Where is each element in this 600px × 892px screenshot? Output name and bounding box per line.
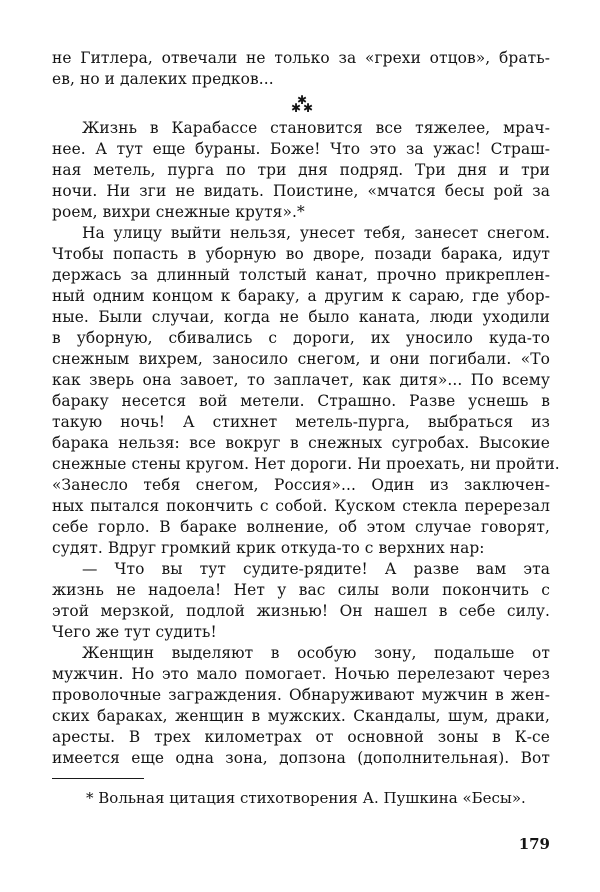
text-line: снежным вихрем, заносило снегом, и они погибали. «То [52,350,550,368]
text-line: ный одним концом к бараку, а другим к сараю, где убор- [52,287,550,305]
text-line: судят. Вдруг громкий крик откуда-то с верхних нар: [52,539,485,557]
text-line: барака нельзя: все вокруг в снежных сугробах. Высокие [52,434,550,452]
text-line: аресты. В трех километрах от основной зоны в К-се [52,728,550,746]
text-line: бараку несется вой метели. Страшно. Разве уснешь в [52,392,550,410]
asterism-star-icon: ✱ [303,101,314,115]
asterism-star-icon: ✱ [291,101,302,115]
text-line: роем, вихри снежные крутя».* [52,203,305,221]
text-line: ев, но и далеких предков... [52,70,274,88]
text-line: Жизнь в Карабассе становится все тяжелее, мрач- [82,119,550,137]
text-line: мужчин. Но это мало помогает. Ночью перелезают через [52,665,550,683]
text-line: снежные стены кругом. Нет дороги. Ни проехать, ни пройти. [52,455,560,473]
text-line: жизнь не надоела! Нет у вас силы воли покончить с [52,581,550,599]
text-line: ных пытался покончить с собой. Куском стекла перерезал [52,497,550,515]
text-line: ная метель, пурга по три дня подряд. Три дня и три [52,161,550,179]
text-line: этой мерзкой, подлой жизнью! Он нашел в себе силу. [52,602,550,620]
page-number: 179 [518,835,550,853]
text-line: такую ночь! А стихнет метель-пурга, выбраться из [52,413,550,431]
text-line: — Что вы тут судите-рядите! А разве вам эта [82,560,550,578]
text-line: ные. Были случаи, когда не было каната, люди уходили [52,308,550,326]
book-page [52,48,560,853]
text-line: ских бараках, женщин в мужских. Скандалы, шум, драки, [52,707,550,725]
text-line: Женщин выделяют в особую зону, подальше от [82,644,550,662]
text-line: ночи. Ни зги не видать. Поистине, «мчатся бесы рой за [52,182,550,200]
text-line: как зверь она завоет, то заплачет, как дитя»... По всему [52,371,550,389]
text-line: имеется еще одна зона, допзона (дополнительная). Вот [52,749,550,767]
text-line: «Занесло тебя снегом, Россия»... Один из заключен- [52,476,550,494]
section-break-asterism [288,94,318,116]
text-line: нее. А тут еще бураны. Боже! Что это за ужас! Страш- [52,140,550,158]
text-line: проволочные заграждения. Обнаруживают мужчин в жен- [52,686,550,704]
text-line: в уборную, сбивались с дороги, их уносило куда-то [52,329,550,347]
text-line: Чего же тут судить! [52,623,217,641]
footnote-divider [52,778,144,779]
asterism-star-icon: ✱ [297,93,308,107]
text-line: Чтобы попасть в уборную во дворе, позади барака, идут [52,245,550,263]
text-line: себе горло. В бараке волнение, об этом случае говорят, [52,518,550,536]
text-line: На улицу выйти нельзя, унесет тебя, занесет снегом. [82,224,550,242]
text-line: держась за длинный толстый канат, прочно прикреплен- [52,266,550,284]
footnote: * Вольная цитация стихотворения А. Пушкина «Бесы». [86,789,526,807]
text-line: не Гитлера, отвечали не только за «грехи отцов», брать- [52,49,550,67]
